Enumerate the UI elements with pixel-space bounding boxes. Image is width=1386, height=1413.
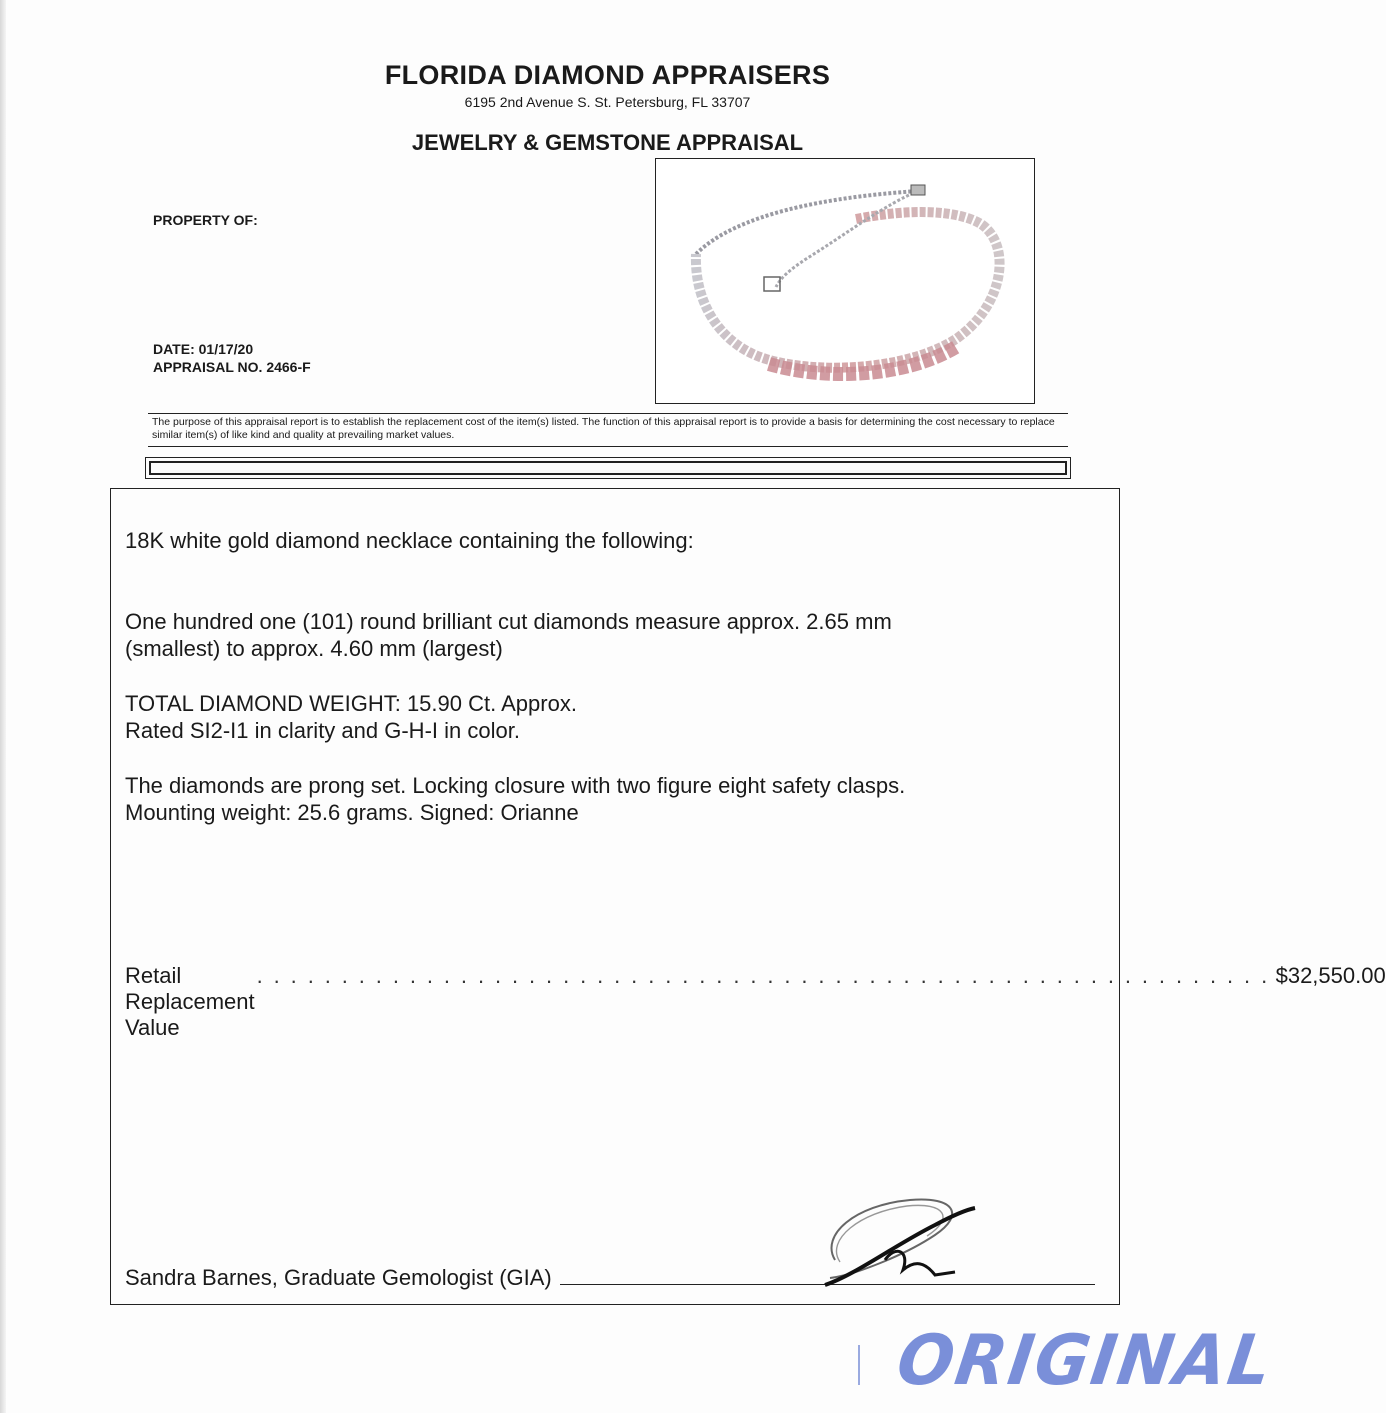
date-value: 01/17/20 [198,341,254,357]
weight-details [125,690,1105,744]
setting-details-line-2: Mounting weight: 25.6 grams. Signed: Orianne [125,800,579,825]
replacement-value-amount: $32,550.00 [1275,963,1386,988]
company-address: 6195 2nd Avenue S. St. Petersburg, FL 33707 [464,94,751,110]
document-title: JEWELRY & GEMSTONE APPRAISAL [411,130,804,155]
diamond-details-line-2: (smallest) to approx. 4.60 mm (largest) [125,636,503,661]
appraiser-name: Sandra Barnes, Graduate Gemologist (GIA) [125,1265,552,1290]
date-field [153,341,253,357]
handwritten-signature-icon [815,1190,985,1295]
setting-details-line-1: The diamonds are prong set. Locking closure with two figure eight safety clasps. [125,773,906,798]
scan-edge-shadow [0,0,6,1413]
setting-details [125,772,1105,826]
weight-details-line-1: TOTAL DIAMOND WEIGHT: 15.90 Ct. Approx. [125,691,577,716]
purpose-top-rule [148,413,1068,414]
stamp-edge [858,1345,860,1385]
purpose-statement: The purpose of this appraisal report is to establish the replacement cost of the item(s) listed. The function of this appraisal report is to provide a basis for determining the cost necessary to replace similar item(s) of like kind and quality at prevailing market values. [152,416,1055,441]
diamond-details-line-1: One hundred one (101) round brilliant cut diamonds measure approx. 2.65 mm [125,609,892,634]
appraisal-number-field [153,359,311,375]
company-name: FLORIDA DIAMOND APPRAISERS [384,60,831,90]
item-photo [655,158,1035,404]
original-stamp: ORIGINAL [892,1320,1279,1401]
appraisal-number-value: 2466-F [266,359,311,375]
diamond-details [125,608,1105,662]
item-intro: 18K white gold diamond necklace containing the following: [125,528,694,553]
appraisal-number-label: APPRAISAL NO. [153,359,263,375]
diamond-necklace-photo-icon [656,159,1033,402]
replacement-value-row [125,963,1386,1041]
leader-dots: . . . . . . . . . . . . . . . . . . . . . . . . . . . . . . . . . . . . . . . . . . . . . . . . . . . . . . . . . . . . [256,963,1270,988]
divider-double-box [145,457,1071,479]
property-of-label: PROPERTY OF: [153,212,258,228]
weight-details-line-2: Rated SI2-I1 in clarity and G-H-I in color. [125,718,520,743]
purpose-bottom-rule [148,446,1068,447]
date-label: DATE: [153,341,195,357]
replacement-value-label: Retail Replacement Value [125,963,255,1040]
